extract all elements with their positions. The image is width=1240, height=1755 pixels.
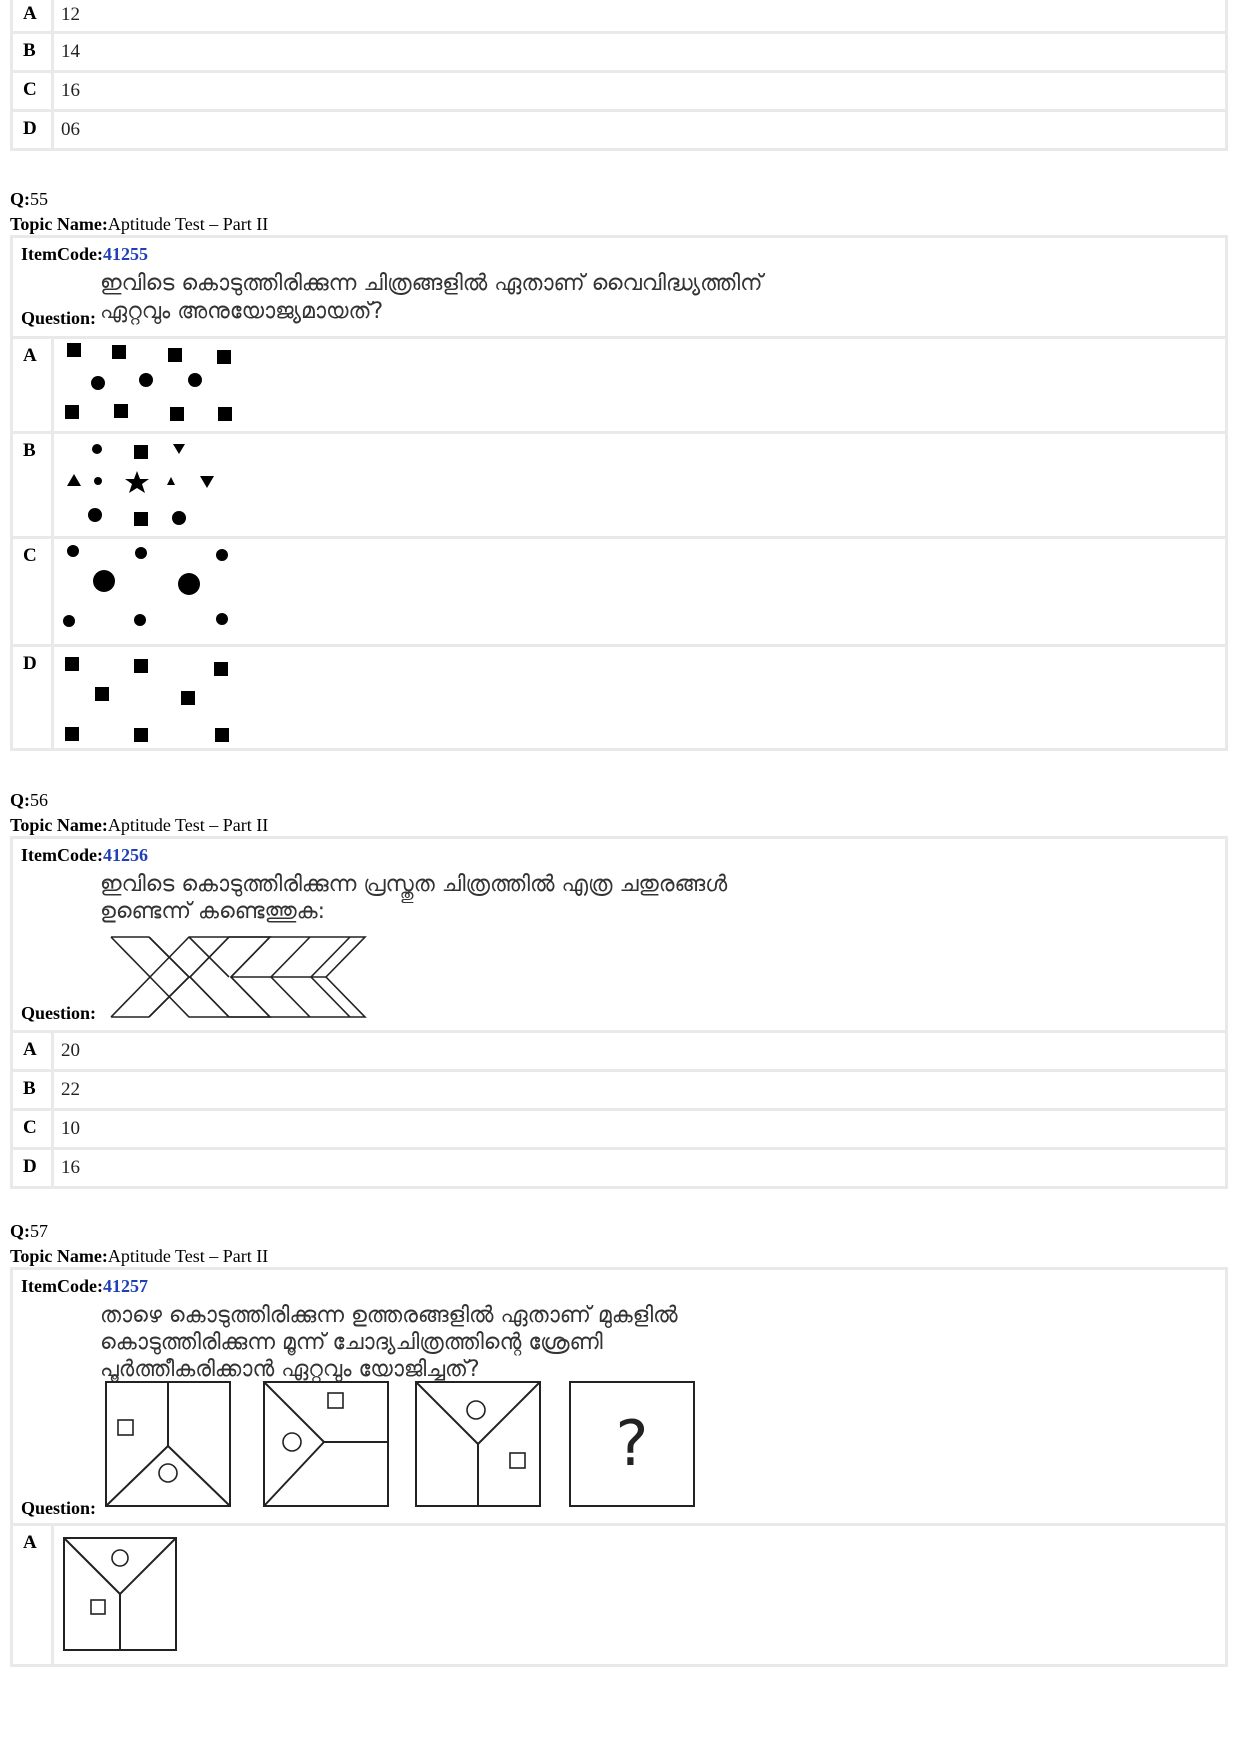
question-text: ഇവിടെ കൊടുത്തിരിക്കുന്ന പ്രസ്തുത ചിത്രത്തിൽ എത്ര ചതുരങ്ങൾ bbox=[100, 872, 728, 897]
option-row[interactable] bbox=[13, 1111, 1225, 1150]
option-figure bbox=[54, 434, 1225, 536]
question-figure-2 bbox=[262, 1380, 390, 1508]
option-row[interactable] bbox=[13, 339, 1225, 434]
topic-label: Topic Name: bbox=[10, 214, 108, 234]
question-text: കൊടുത്തിരിക്കുന്ന മൂന്ന് ചോദ്യചിത്രത്തിന്റെ ശ്രേണി bbox=[100, 1330, 603, 1355]
q-number: 56 bbox=[30, 790, 48, 810]
figure-squares bbox=[54, 647, 254, 747]
question-text: ഉണ്ടെന്ന് കണ്ടെത്തുക: bbox=[100, 899, 326, 924]
q-label: Q: bbox=[10, 790, 30, 810]
question-text: പൂർത്തീകരിക്കാൻ ഏറ്റവും യോജിച്ചത്? bbox=[100, 1357, 480, 1382]
option-letter: C bbox=[13, 539, 54, 644]
question-table bbox=[10, 836, 1228, 1189]
option-value: 22 bbox=[61, 1079, 80, 1100]
itemcode-value: 41257 bbox=[102, 1276, 148, 1296]
question-table bbox=[10, 1267, 1228, 1667]
question-cell bbox=[13, 1270, 1225, 1526]
question-label: Question: bbox=[21, 1498, 97, 1518]
option-letter: B bbox=[13, 34, 54, 70]
itemcode: ItemCode:41255 bbox=[21, 244, 148, 264]
option-row[interactable] bbox=[13, 434, 1225, 539]
itemcode: ItemCode:41256 bbox=[21, 845, 148, 865]
option-value: 10 bbox=[61, 1118, 80, 1139]
option-row[interactable] bbox=[13, 0, 1225, 34]
q-number: 57 bbox=[30, 1221, 48, 1241]
question-text: താഴെ കൊടുത്തിരിക്കുന്ന ഉത്തരങ്ങളിൽ ഏതാണ് മുകളിൽ bbox=[100, 1303, 678, 1328]
option-row[interactable] bbox=[13, 34, 1225, 73]
question-cell bbox=[13, 238, 1225, 339]
option-value: 20 bbox=[61, 1040, 80, 1061]
option-letter: B bbox=[13, 1072, 54, 1108]
option-row[interactable] bbox=[13, 539, 1225, 647]
option-figure bbox=[54, 1526, 1225, 1664]
option-letter: A bbox=[13, 339, 54, 431]
option-letter: C bbox=[13, 73, 54, 109]
topic-name: Aptitude Test – Part II bbox=[107, 214, 269, 234]
option-letter: D bbox=[13, 647, 54, 748]
itemcode-value: 41256 bbox=[102, 845, 148, 865]
answer-figure-a bbox=[62, 1536, 180, 1654]
option-letter: A bbox=[13, 1526, 54, 1664]
option-row[interactable] bbox=[13, 112, 1225, 148]
question-figure-1 bbox=[104, 1380, 232, 1508]
question-figure-3 bbox=[414, 1380, 542, 1508]
q-label: Q: bbox=[10, 1221, 30, 1241]
itemcode: ItemCode:41257 bbox=[21, 1276, 148, 1296]
option-letter: A bbox=[13, 1033, 54, 1069]
option-row[interactable] bbox=[13, 73, 1225, 112]
option-value: 16 bbox=[61, 1157, 80, 1178]
topic-label: Topic Name: bbox=[10, 1246, 108, 1266]
question-header bbox=[10, 1219, 268, 1269]
q-label: Q: bbox=[10, 189, 30, 209]
q-number: 55 bbox=[30, 189, 48, 209]
option-row[interactable] bbox=[13, 647, 1225, 748]
option-row[interactable] bbox=[13, 1033, 1225, 1072]
prev-options-table bbox=[10, 0, 1228, 151]
itemcode-value: 41255 bbox=[102, 244, 148, 264]
question-header bbox=[10, 788, 268, 838]
option-figure bbox=[54, 647, 1225, 748]
option-value: 12 bbox=[61, 4, 80, 25]
topic-name: Aptitude Test – Part II bbox=[107, 815, 269, 835]
figure-mixed-shapes bbox=[54, 434, 254, 534]
option-figure bbox=[54, 339, 1225, 431]
option-letter: C bbox=[13, 1111, 54, 1147]
question-label: Question: bbox=[21, 1003, 97, 1023]
option-letter: D bbox=[13, 1150, 54, 1186]
question-text: ഏറ്റവും അനുയോജ്യമായത്? bbox=[100, 299, 384, 324]
option-value: 06 bbox=[61, 119, 80, 140]
figure-squares-circles bbox=[54, 339, 254, 429]
topic-name: Aptitude Test – Part II bbox=[107, 1246, 269, 1266]
option-letter: B bbox=[13, 434, 54, 536]
question-cell bbox=[13, 839, 1225, 1033]
option-letter: D bbox=[13, 112, 54, 148]
option-row[interactable] bbox=[13, 1072, 1225, 1111]
question-label: Question: bbox=[21, 308, 97, 328]
question-table bbox=[10, 235, 1228, 751]
question-header bbox=[10, 187, 268, 237]
option-value: 14 bbox=[61, 41, 80, 62]
option-row[interactable] bbox=[13, 1526, 1225, 1664]
topic-label: Topic Name: bbox=[10, 815, 108, 835]
option-letter: A bbox=[13, 0, 54, 31]
option-figure bbox=[54, 539, 1225, 644]
figure-circles bbox=[54, 539, 254, 643]
question-text: ഇവിടെ കൊടുത്തിരിക്കുന്ന ചിത്രങ്ങളിൽ ഏതാണ് വൈവിദ്ധ്യത്തിന് bbox=[100, 271, 763, 296]
question-mark: ? bbox=[615, 1407, 649, 1480]
option-row[interactable] bbox=[13, 1150, 1225, 1186]
option-value: 16 bbox=[61, 80, 80, 101]
figure-parallelogram-arrows bbox=[105, 927, 405, 1027]
